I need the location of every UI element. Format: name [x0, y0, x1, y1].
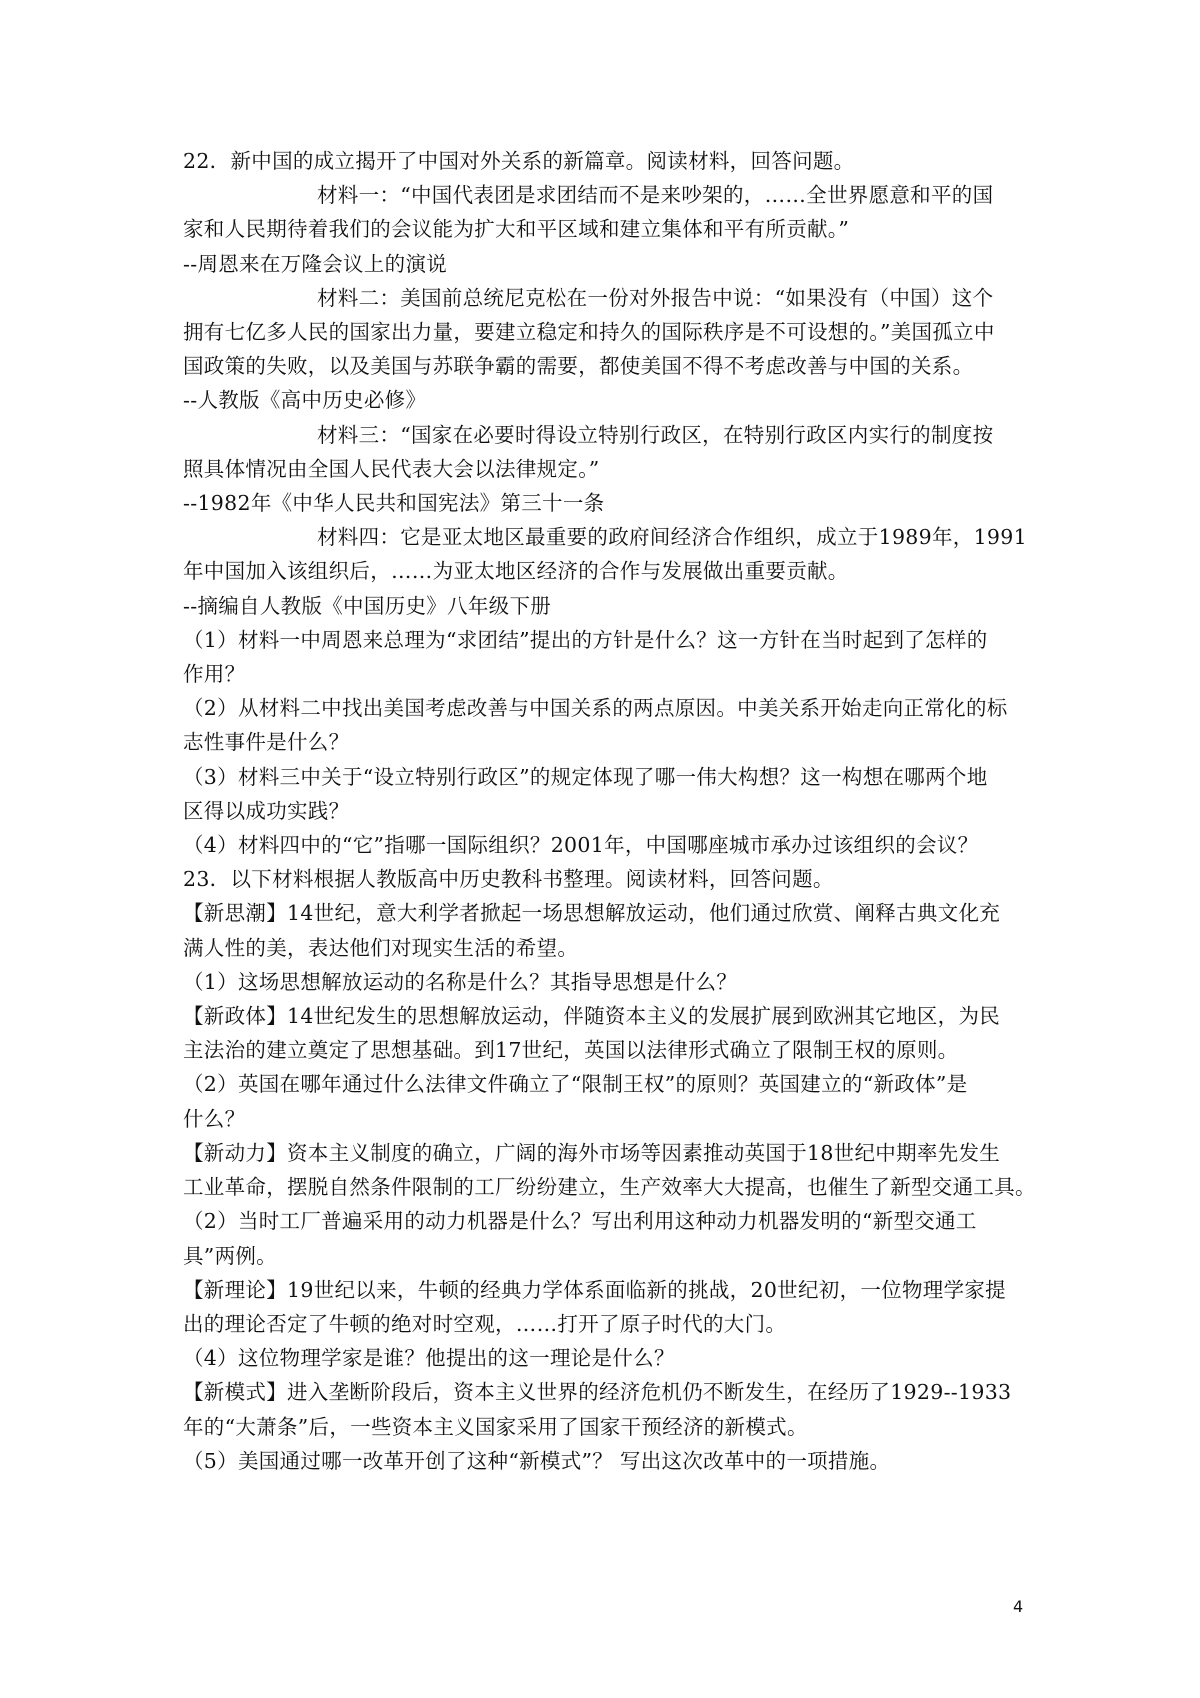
material-1-line-2: 家和人民期待着我们的会议能为扩大和平区域和建立集体和平有所贡献。”	[183, 217, 850, 242]
question-23-2-line-2: 什么？	[183, 1106, 246, 1131]
section-new-power-line-2: 工业革命，摆脱自然条件限制的工厂纷纷建立，生产效率大大提高，也催生了新型交通工具。	[183, 1175, 1036, 1200]
material-4-source: --摘编自人教版《中国历史》八年级下册	[183, 593, 552, 618]
material-3-line-1: 材料三：“国家在必要时得设立特别行政区，在特别行政区内实行的制度按	[317, 422, 994, 447]
question-23-3-line-2: 具”两例。	[183, 1243, 277, 1268]
question-23-1: （1）这场思想解放运动的名称是什么？其指导思想是什么？	[183, 969, 738, 994]
question-23-4: （4）这位物理学家是谁？他提出的这一理论是什么？	[183, 1346, 675, 1371]
question-22-2-line-1: （2）从材料二中找出美国考虑改善与中国关系的两点原因。中美关系开始走向正常化的标	[183, 696, 1008, 721]
section-new-polity-line-2: 主法治的建立奠定了思想基础。到17世纪，英国以法律形式确立了限制王权的原则。	[183, 1038, 959, 1063]
material-3-line-2: 照具体情况由全国人民代表大会以法律规定。”	[183, 456, 600, 481]
question-22-stem: 22．新中国的成立揭开了中国对外关系的新篇章。阅读材料，回答问题。	[183, 149, 855, 173]
section-new-model-line-1: 【新模式】进入垄断阶段后，资本主义世界的经济危机仍不断发生，在经历了1929--1933	[183, 1380, 1012, 1405]
question-23-stem: 23．以下材料根据人教版高中历史教科书整理。阅读材料，回答问题。	[183, 867, 834, 892]
material-2-source: --人教版《高中历史必修》	[183, 388, 427, 413]
question-23-3-line-1: （2）当时工厂普遍采用的动力机器是什么？写出利用这种动力机器发明的“新型交通工	[183, 1209, 977, 1234]
document-body	[183, 144, 1036, 1478]
page-number: 4	[1013, 1597, 1024, 1616]
section-new-model-line-2: 年的“大萧条”后，一些资本主义国家采用了国家干预经济的新模式。	[183, 1414, 808, 1439]
material-2-line-2: 拥有七亿多人民的国家出力量，要建立稳定和持久的国际秩序是不可设想的。”美国孤立中	[183, 320, 995, 345]
question-22-2-line-2: 志性事件是什么？	[183, 730, 350, 755]
section-new-thought-line-2: 满人性的美，表达他们对现实生活的希望。	[183, 935, 579, 960]
material-2-line-1: 材料二：美国前总统尼克松在一份对外报告中说：“如果没有（中国）这个	[317, 285, 994, 310]
question-23-5: （5）美国通过哪一改革开创了这种“新模式”？ 写出这次改革中的一项措施。	[183, 1448, 891, 1473]
question-22-3-line-1: （3）材料三中关于“设立特别行政区”的规定体现了哪一伟大构想？这一构想在哪两个地	[183, 764, 988, 789]
question-22-4: （4）材料四中的“它”指哪一国际组织？2001年，中国哪座城市承办过该组织的会议？	[183, 833, 979, 858]
section-new-thought-line-1: 【新思潮】14世纪，意大利学者掀起一场思想解放运动，他们通过欣赏、阐释古典文化充	[183, 901, 1001, 926]
question-22-1-line-1: （1）材料一中周恩来总理为“求团结”提出的方针是什么？这一方针在当时起到了怎样的	[183, 627, 988, 652]
material-4-line-2: 年中国加入该组织后，……为亚太地区经济的合作与发展做出重要贡献。	[183, 559, 849, 584]
material-1-source: --周恩来在万隆会议上的演说	[183, 251, 448, 276]
material-3-source: --1982年《中华人民共和国宪法》第三十一条	[183, 491, 605, 516]
section-new-power-line-1: 【新动力】资本主义制度的确立，广阔的海外市场等因素推动英国于18世纪中期率先发生	[183, 1140, 1001, 1165]
section-new-polity-line-1: 【新政体】14世纪发生的思想解放运动，伴随资本主义的发展扩展到欧洲其它地区，为民	[183, 1004, 1001, 1029]
material-4-line-1: 材料四：它是亚太地区最重要的政府间经济合作组织，成立于1989年，1991	[317, 525, 1027, 550]
section-new-theory-line-2: 出的理论否定了牛顿的绝对时空观，……打开了原子时代的大门。	[183, 1311, 787, 1336]
question-23-2-line-1: （2）英国在哪年通过什么法律文件确立了“限制王权”的原则？英国建立的“新政体”是	[183, 1072, 968, 1097]
question-22-3-line-2: 区得以成功实践？	[183, 798, 350, 823]
section-new-theory-line-1: 【新理论】19世纪以来，牛顿的经典力学体系面临新的挑战，20世纪初，一位物理学家提	[183, 1277, 1006, 1302]
material-1-line-1: 材料一：“中国代表团是求团结而不是来吵架的，……全世界愿意和平的国	[317, 183, 994, 208]
material-2-line-3: 国政策的失败，以及美国与苏联争霸的需要，都使美国不得不考虑改善与中国的关系。	[183, 354, 974, 379]
question-22-1-line-2: 作用？	[183, 662, 246, 687]
